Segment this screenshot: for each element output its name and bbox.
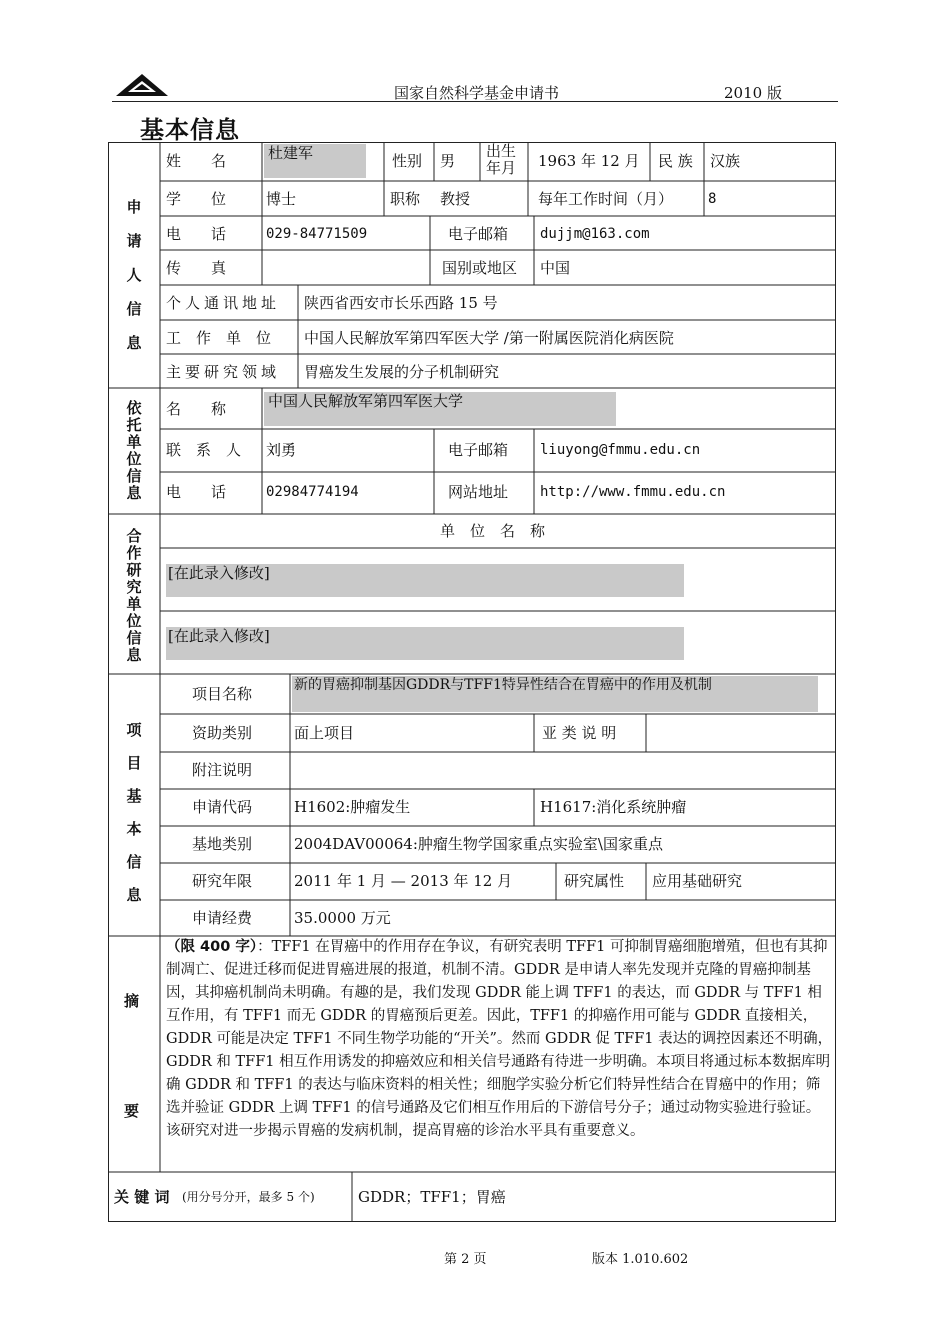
header-divider (112, 101, 838, 102)
abstract-label-bottom: 要 (124, 1102, 140, 1120)
degree-value: 博士 (266, 190, 297, 208)
code1-value: H1602:肿瘤发生 (294, 798, 411, 816)
name-label: 姓 名 (166, 152, 227, 170)
subcategory-label: 亚 类 说 明 (542, 724, 617, 742)
fax-label: 传 真 (166, 259, 227, 277)
period-label: 研究年限 (192, 872, 253, 890)
work-months-label: 每年工作时间（月） (538, 190, 674, 208)
name-value: 杜建军 (268, 144, 314, 162)
institution-name-value: 中国人民解放军第四军医大学 (268, 392, 464, 410)
research-label: 主要研究领域 (166, 363, 281, 381)
email-label: 电子邮箱 (448, 225, 509, 243)
institution-phone-label: 电 话 (166, 483, 227, 501)
footer-version: 版本 1.010.602 (592, 1252, 689, 1267)
website-value: http://www.fmmu.edu.cn (540, 484, 726, 500)
abstract-body: ：TFF1 在胃癌中的作用存在争议，有研究表明 TFF1 可抑制胃癌细胞增殖，但也有其抑制凋亡、促进迁移而促进胃癌进展的报道，机制不清。GDDR 是申请人率先发现并克隆的胃癌抑制基因，其抑癌机制尚未明确。有趣的是，我们发现 GDDR 能上调 TFF1 的表达，而 GDDR 与 TFF1 相互作用，有 TFF1 而无 GDDR 的胃癌预后更差。因此，TFF1 的抑癌作用可能与 GDDR 直接相关，GDDR 可能是决定 TFF1 不同生物学功能的“开关”。然而 GDDR 促 TFF1 表达的调控因素还不明确，GDDR 和 TFF1 相互作用诱发的抑癌效应和相关信号通路有待进一步明确。本项目将通过标本数据库明确 GDDR 和 TFF1 的表达与临床资料的相关性；细胞学实验分析它们特异性结合在胃癌中的作用；筛选并验证 GDDR 上调 TFF1 的信号通路及它们相互作用后的下游信号分子；通过动物实验进行验证。该研究对进一步揭示胃癌的发病机制，提高胃癌的诊治水平具有重要意义。 (166, 939, 833, 1139)
country-label: 国别或地区 (442, 259, 518, 277)
notes-label: 附注说明 (192, 761, 253, 779)
abstract-label-top: 摘 (124, 992, 140, 1010)
contact-value: 刘勇 (266, 441, 297, 459)
address-label: 个人通讯地址 (166, 294, 281, 312)
gender-value: 男 (440, 152, 456, 170)
budget-label: 申请经费 (192, 909, 253, 927)
base-label: 基地类别 (192, 835, 253, 853)
project-name-value: 新的胃癌抑制基因GDDR与TFF1特异性结合在胃癌中的作用及机制 (294, 677, 712, 693)
base-value: 2004DAV00064:肿瘤生物学国家重点实验室\国家重点 (294, 835, 663, 853)
institution-email-value: liuyong@fmmu.edu.cn (540, 442, 701, 458)
cooperation-row-1: [在此录入修改] (168, 564, 270, 582)
title-label: 职称 (390, 190, 421, 208)
header-title: 国家自然科学基金申请书 (394, 84, 560, 102)
phone-value: 029-84771509 (266, 226, 368, 242)
email-value: dujjm@163.com (540, 226, 650, 242)
phone-label: 电 话 (166, 225, 227, 243)
country-value: 中国 (540, 259, 571, 277)
employer-value: 中国人民解放军第四军医大学 /第一附属医院消化病医院 (304, 329, 674, 347)
code-label: 申请代码 (192, 798, 253, 816)
employer-label: 工 作 单 位 (166, 329, 272, 347)
address-value: 陕西省西安市长乐西路 15 号 (304, 294, 498, 312)
applicant-group-label: 申请人信息 (126, 198, 142, 352)
institution-name-label: 名 称 (166, 400, 227, 418)
period-value: 2011 年 1 月 — 2013 年 12 月 (294, 872, 513, 890)
gender-label: 性别 (392, 152, 423, 170)
keywords-hint: (用分号分开，最多 5 个) (182, 1190, 315, 1204)
degree-label: 学 位 (166, 190, 227, 208)
budget-value: 35.0000 万元 (294, 909, 391, 927)
institution-group-label: 依托单位信息 (126, 399, 142, 502)
title-value: 教授 (440, 190, 471, 208)
birth-value: 1963 年 12 月 (538, 152, 640, 170)
institution-phone-value: 02984774194 (266, 484, 359, 500)
cooperation-group-label: 合作研究单位信息 (126, 527, 142, 664)
logo-icon (114, 72, 170, 98)
institution-email-label: 电子邮箱 (448, 441, 509, 459)
abstract-limit: （限 400 字） (166, 939, 258, 955)
project-name-label: 项目名称 (192, 685, 253, 703)
website-label: 网站地址 (448, 483, 509, 501)
section-title: 基本信息 (140, 116, 240, 144)
keywords-label: 关 键 词 (114, 1188, 170, 1206)
keywords-value: GDDR；TFF1；胃癌 (358, 1188, 506, 1206)
project-group-label: 项目基本信息 (126, 721, 142, 904)
work-months-value: 8 (708, 191, 717, 207)
funding-label: 资助类别 (192, 724, 253, 742)
abstract-text (166, 936, 834, 1143)
contact-label: 联 系 人 (166, 441, 242, 459)
ethnicity-value: 汉族 (710, 152, 741, 170)
cooperation-header: 单 位 名 称 (440, 522, 546, 540)
research-value: 胃癌发生发展的分子机制研究 (304, 363, 500, 381)
birth-label: 出生年月 (486, 142, 517, 177)
application-form (108, 142, 836, 1222)
ethnicity-label: 民 族 (658, 152, 693, 170)
cooperation-row-2: [在此录入修改] (168, 627, 270, 645)
funding-value: 面上项目 (294, 724, 355, 742)
attribute-value: 应用基础研究 (652, 872, 743, 890)
code2-value: H1617:消化系统肿瘤 (540, 798, 687, 816)
attribute-label: 研究属性 (564, 872, 625, 890)
header-version: 2010 版 (724, 84, 782, 102)
footer-page: 第 2 页 (444, 1252, 487, 1267)
